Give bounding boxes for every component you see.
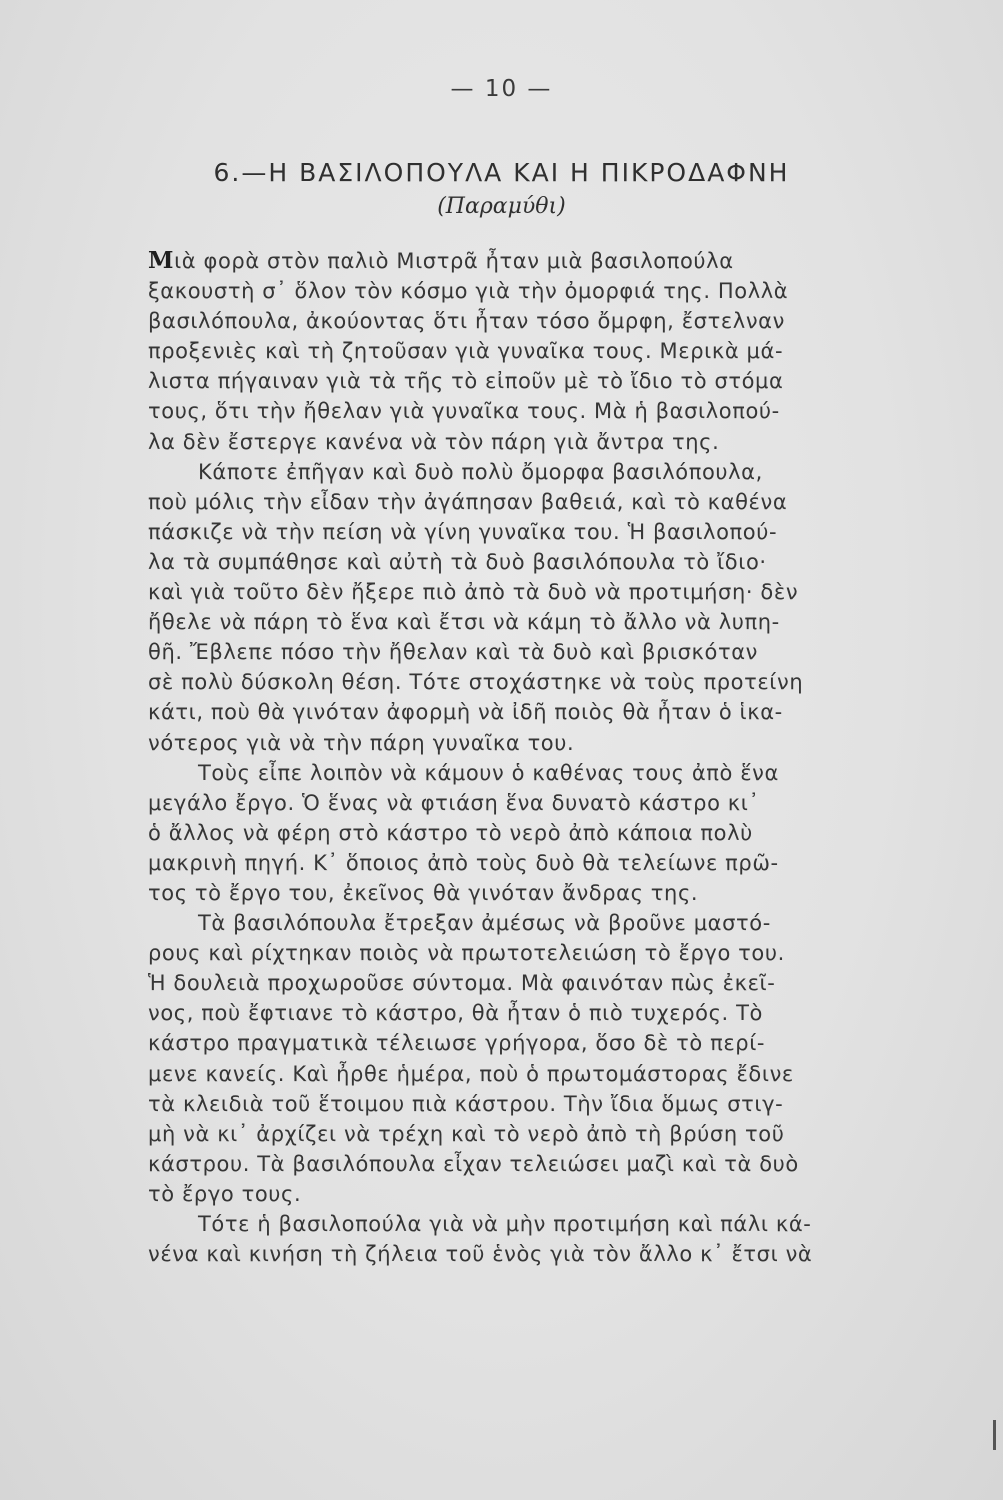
text-line-content: μεγάλο ἔργο. Ὁ ἕνας νὰ φτιάση ἕνα δυνατὸ κάστρο κι᾽: [148, 790, 760, 815]
text-line-content: ὁ ἄλλος νὰ φέρη στὸ κάστρο τὸ νερὸ ἀπὸ κάποια πολὺ: [148, 820, 753, 845]
text-line: [148, 366, 883, 396]
text-line-content: ἤθελε νὰ πάρη τὸ ἕνα καὶ ἔτσι νὰ κάμη τὸ ἄλλο νὰ λυπη-: [148, 610, 780, 635]
text-line: [148, 878, 883, 908]
drop-cap: Μ: [148, 247, 175, 274]
text-line: [148, 276, 883, 306]
text-line-content: μενε κανείς. Καὶ ἦρθε ἡμέρα, ποὺ ὁ πρωτομάστορας ἔδινε: [148, 1061, 794, 1086]
chapter-title: 6.—Η ΒΑΣΙΛΟΠΟΥΛΑ ΚΑΙ Η ΠΙΚΡΟΔΑΦΝΗ: [213, 158, 790, 187]
text-line: [148, 728, 883, 758]
text-line-content: τὰ κλειδιὰ τοῦ ἕτοιμου πιὰ κάστρου. Τὴν ἴδια ὅμως στιγ-: [148, 1091, 784, 1116]
text-line-content: Τότε ἡ βασιλοπούλα γιὰ νὰ μὴν προτιμήση καὶ πάλι κά-: [198, 1212, 812, 1236]
text-line: [148, 1119, 883, 1149]
text-line: [148, 577, 883, 607]
text-line: [148, 607, 883, 637]
text-line-content: προξενιὲς καὶ τὴ ζητοῦσαν γιὰ γυναῖκα τους. Μερικὰ μά-: [148, 339, 784, 364]
text-line: [148, 758, 883, 788]
text-line-content: ρους καὶ ρίχτηκαν ποιὸς νὰ πρωτοτελειώση τὸ ἔργο του.: [148, 941, 785, 966]
text-line-content: ξακουστὴ σ᾽ ὅλον τὸν κόσμο γιὰ τὴν ὀμορφιά της. Πολλὰ: [148, 279, 789, 304]
text-line: [148, 1028, 883, 1058]
text-line-content: κάστρου. Τὰ βασιλόπουλα εἶχαν τελειώσει μαζὶ καὶ τὰ δυὸ: [148, 1151, 799, 1176]
text-line-content: θῆ. Ἔβλεπε πόσο τὴν ἤθελαν καὶ τὰ δυὸ καὶ βρισκόταν: [148, 640, 758, 665]
text-line-content: Τοὺς εἶπε λοιπὸν νὰ κάμουν ὁ καθένας τους ἀπὸ ἕνα: [198, 760, 779, 785]
text-line: [148, 396, 883, 426]
text-line: [148, 517, 883, 547]
text-line: [148, 1059, 883, 1089]
text-line: [148, 1179, 883, 1209]
text-line: [148, 968, 883, 998]
text-line-content: τος τὸ ἔργο του, ἐκεῖνος θὰ γινόταν ἄνδρας της.: [148, 880, 699, 905]
text-line-content: τὸ ἔργο τους.: [148, 1181, 302, 1206]
text-line-content: καὶ γιὰ τοῦτο δὲν ἤξερε πιὸ ἀπὸ τὰ δυὸ νὰ προτιμήση· δὲν: [148, 580, 799, 605]
text-line: [148, 908, 883, 938]
text-line: [148, 1239, 883, 1269]
text-line-content: κάστρο πραγματικὰ τέλειωσε γρήγορα, ὅσο δὲ τὸ περί-: [148, 1031, 766, 1056]
text-line-content: μακρινὴ πηγή. Κ᾽ ὅποιος ἀπὸ τοὺς δυὸ θὰ τελείωνε πρῶ-: [148, 850, 779, 875]
text-line: [148, 818, 883, 848]
text-line-content: κάτι, ποὺ θὰ γινόταν ἀφορμὴ νὰ ἰδῆ ποιὸς θὰ ἦταν ὁ ἱκα-: [148, 700, 783, 725]
text-line: [148, 667, 883, 697]
text-line-content: Τὰ βασιλόπουλα ἔτρεξαν ἀμέσως νὰ βροῦνε μαστό-: [198, 911, 771, 936]
text-line-content: λα δὲν ἔστεργε κανένα νὰ τὸν πάρη γιὰ ἄντρα της.: [148, 429, 720, 454]
text-line-content: λιστα πήγαιναν γιὰ τὰ τῆς τὸ εἰποῦν μὲ τὸ ἴδιο τὸ στόμα: [148, 369, 784, 394]
text-line: [148, 1149, 883, 1179]
margin-mark: [993, 1420, 996, 1450]
text-line: [148, 848, 883, 878]
text-line-content: ποὺ μόλις τὴν εἶδαν τὴν ἀγάπησαν βαθειά, καὶ τὸ καθένα: [148, 489, 788, 514]
text-line: [148, 547, 883, 577]
text-line: [148, 938, 883, 968]
text-line: [148, 427, 883, 457]
text-line-content: μὴ νὰ κι᾽ ἀρχίζει νὰ τρέχη καὶ τὸ νερὸ ἀπὸ τὴ βρύση τοῦ: [148, 1121, 785, 1146]
text-line-content: νος, ποὺ ἔφτιανε τὸ κάστρο, θὰ ἦταν ὁ πιὸ τυχερός. Τὸ: [148, 1001, 763, 1026]
text-line: [148, 697, 883, 727]
text-line-content: βασιλόπουλα, ἀκούοντας ὅτι ἦταν τόσο ὄμρφη, ἔστελναν: [148, 309, 785, 334]
text-line-content: Ἡ δουλειὰ προχωροῦσε σύντομα. Μὰ φαινόταν πὼς ἐκεῖ-: [148, 971, 776, 996]
text-line: [148, 998, 883, 1028]
page-number: — 10 —: [450, 76, 553, 102]
text-line-content: νότερος γιὰ νὰ τὴν πάρη γυναῖκα του.: [148, 730, 575, 755]
chapter-subtitle: (Παραμύθι): [437, 194, 566, 219]
text-line-content: ιὰ φορὰ στὸν παλιὸ Μιστρᾶ ἦταν μιὰ βασιλοπούλα: [174, 249, 734, 273]
text-line: [148, 1089, 883, 1119]
text-line-content: πάσκιζε νὰ τὴν πείση νὰ γίνη γυναῖκα του. Ἡ βασιλοπού-: [148, 519, 778, 544]
text-line-content: νένα καὶ κινήση τὴ ζήλεια τοῦ ἑνὸς γιὰ τὸν ἄλλο κ᾽ ἔτσι νὰ: [148, 1242, 813, 1267]
text-line-content: σὲ πολὺ δύσκολη θέση. Τότε στοχάστηκε νὰ τοὺς προτείνη: [148, 670, 804, 695]
text-line-content: τους, ὅτι τὴν ἤθελαν γιὰ γυναῖκα τους. Μὰ ἡ βασιλοπού-: [148, 399, 780, 424]
text-line: [148, 457, 883, 487]
text-line: [148, 246, 883, 276]
body-text: [148, 246, 883, 1269]
text-line: [148, 1209, 883, 1239]
text-line: [148, 306, 883, 336]
text-line-content: λα τὰ συμπάθησε καὶ αὐτὴ τὰ δυὸ βασιλόπουλα τὸ ἴδιο·: [148, 549, 767, 574]
text-line: [148, 336, 883, 366]
text-line-content: Κάποτε ἐπῆγαν καὶ δυὸ πολὺ ὄμορφα βασιλόπουλα,: [198, 459, 763, 484]
text-line: [148, 637, 883, 667]
text-line: [148, 788, 883, 818]
text-line: [148, 487, 883, 517]
